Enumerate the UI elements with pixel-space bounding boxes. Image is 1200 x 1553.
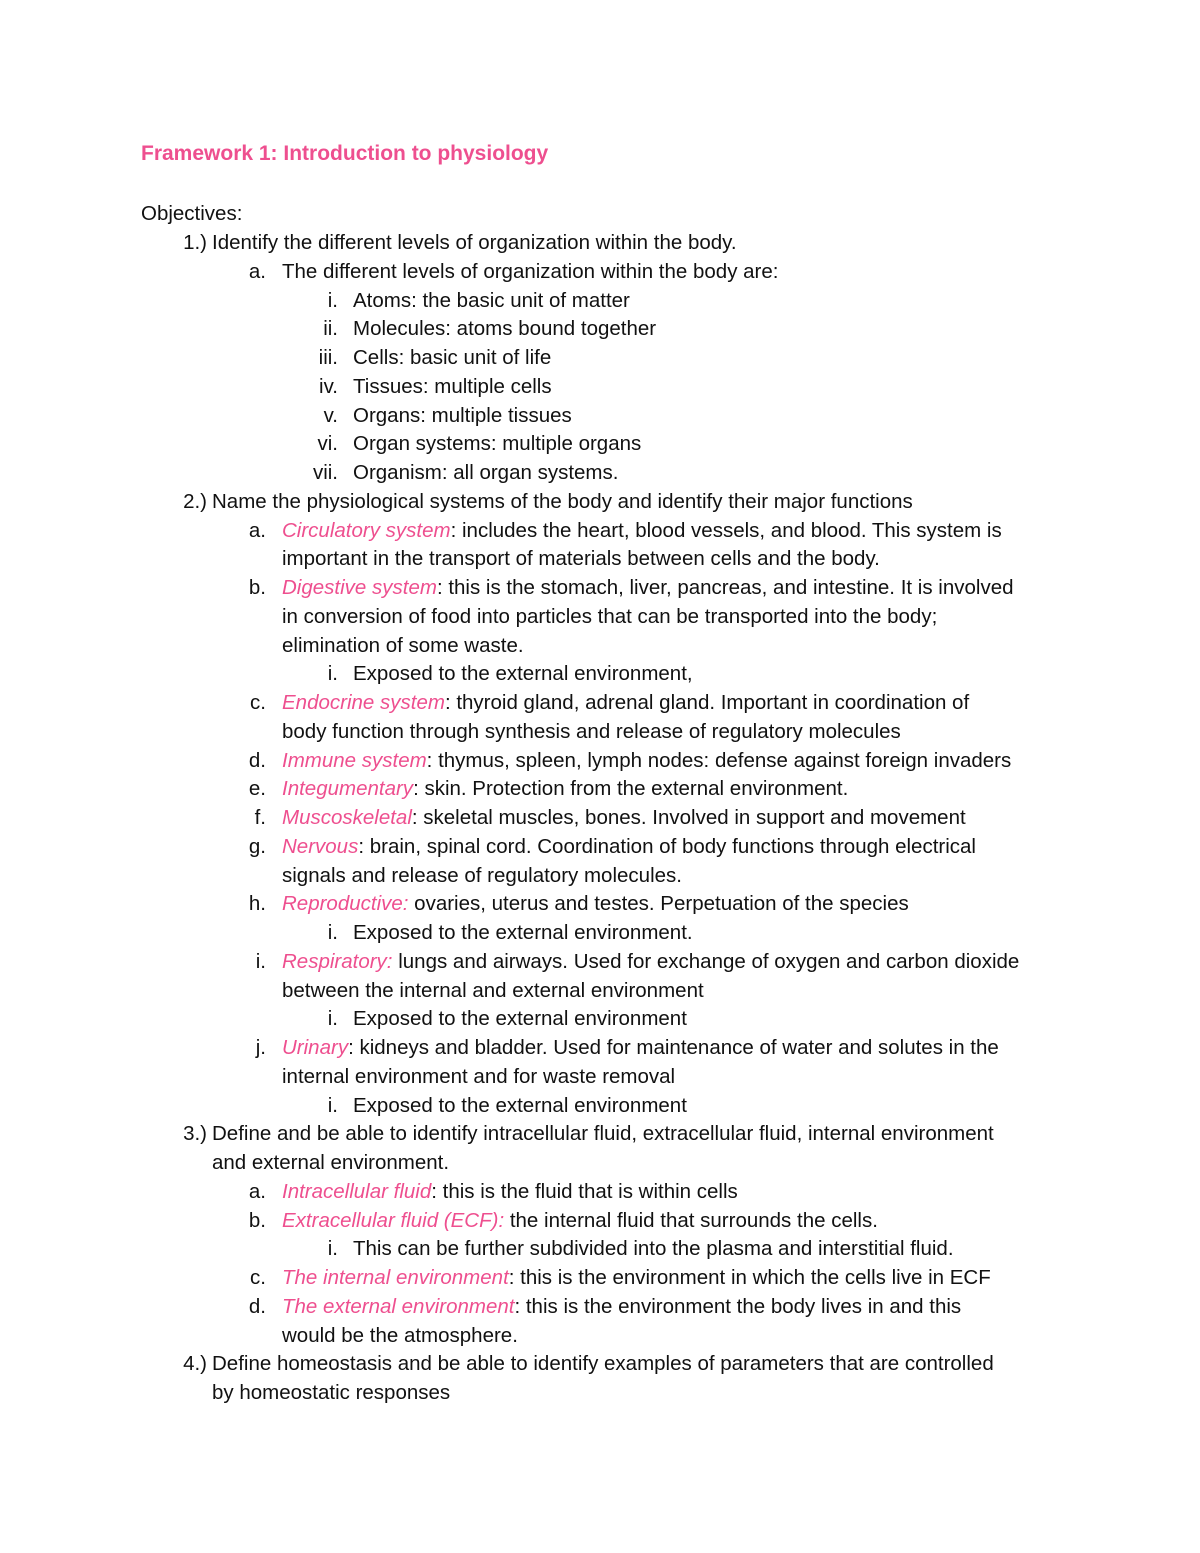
- line-text: : thymus, spleen, lymph nodes: defense against foreign invaders: [426, 748, 1012, 772]
- term-highlight: Intracellular fluid: [282, 1179, 432, 1203]
- list-item-line: [212, 1379, 450, 1408]
- line-text: Exposed to the external environment,: [353, 662, 693, 686]
- list-item-line: [282, 1178, 738, 1207]
- list-marker: iv.: [319, 374, 338, 398]
- line-text: Cells: basic unit of life: [353, 346, 552, 369]
- line-text: lungs and airways. Used for exchange of oxygen and carbon dioxide: [392, 949, 1020, 973]
- page-title: Framework 1: Introduction to physiology: [141, 142, 549, 165]
- list-marker: 2.): [183, 489, 207, 513]
- line-text: Organism: all organ systems.: [353, 461, 619, 484]
- line-text: important in the transport of materials between cells and the body.: [282, 547, 880, 571]
- list-marker: ii.: [323, 317, 338, 341]
- list-marker: b.: [248, 576, 266, 599]
- list-item-line: [282, 718, 901, 747]
- list-marker: a.: [248, 518, 266, 542]
- list-item-line: [282, 775, 848, 804]
- term-highlight: Endocrine system: [282, 691, 445, 714]
- line-text: elimination of some waste.: [282, 633, 524, 657]
- line-text: : this is the environment in which the cells live in ECF: [508, 1266, 991, 1289]
- list-item-line: [282, 517, 1002, 546]
- list-item-line: [282, 1063, 675, 1092]
- line-text: Atoms: the basic unit of matter: [353, 288, 630, 312]
- list-item-line: [282, 747, 1011, 776]
- term-highlight: Nervous: [282, 834, 359, 858]
- list-item-line: [212, 488, 913, 517]
- list-item-line: [353, 660, 693, 689]
- line-text: ovaries, uterus and testes. Perpetuation of the species: [408, 892, 909, 916]
- line-text: and external environment.: [212, 1151, 450, 1174]
- list-marker: vii.: [312, 461, 338, 484]
- line-text: : this is the stomach, liver, pancreas, and intestine. It is involved: [436, 576, 1014, 599]
- list-item-line: [353, 373, 552, 402]
- line-text: Exposed to the external environment: [353, 1007, 687, 1031]
- list-item-line: [282, 574, 1014, 603]
- term-highlight: Extracellular fluid (ECF):: [282, 1208, 505, 1232]
- list-marker: 3.): [183, 1122, 207, 1146]
- line-text: Name the physiological systems of the body and identify their major functions: [212, 489, 913, 513]
- list-marker: b.: [248, 1208, 266, 1232]
- term-highlight: The external environment: [282, 1294, 515, 1318]
- list-marker: a.: [248, 259, 266, 283]
- list-item-line: [282, 1207, 878, 1236]
- term-highlight: The internal environment: [282, 1266, 509, 1289]
- list-item-line: [212, 229, 737, 258]
- list-marker: h.: [248, 892, 266, 916]
- line-text: Organ systems: multiple organs: [353, 432, 642, 456]
- list-item-line: [282, 1322, 518, 1351]
- line-text: Exposed to the external environment.: [353, 921, 693, 944]
- list-marker: f.: [254, 806, 266, 829]
- list-marker: 1.): [183, 231, 207, 254]
- line-text: body function through synthesis and release of regulatory molecules: [282, 719, 901, 743]
- line-text: : this is the fluid that is within cells: [431, 1179, 738, 1203]
- term-highlight: Muscoskeletal: [282, 806, 412, 829]
- list-item-line: [282, 977, 704, 1006]
- list-item-line: [282, 258, 778, 287]
- line-text: Tissues: multiple cells: [353, 374, 552, 398]
- list-item-line: [353, 1005, 687, 1034]
- list-marker: i.: [327, 921, 338, 944]
- list-item-line: [282, 948, 1019, 977]
- list-item-line: [282, 804, 966, 833]
- line-text: : brain, spinal cord. Coordination of body functions through electrical: [358, 834, 976, 858]
- line-text: Define and be able to identify intracellular fluid, extracellular fluid, internal environment: [212, 1122, 994, 1146]
- line-text: Organs: multiple tissues: [353, 403, 572, 427]
- list-item-line: [353, 315, 656, 344]
- list-marker: d.: [248, 748, 266, 772]
- list-marker: g.: [248, 834, 266, 858]
- line-text: internal environment and for waste removal: [282, 1064, 676, 1088]
- list-marker: e.: [248, 777, 266, 801]
- term-highlight: Urinary: [282, 1036, 349, 1059]
- list-item-line: [353, 287, 630, 316]
- list-item-line: [353, 430, 641, 459]
- list-item-line: [282, 689, 969, 718]
- term-highlight: Immune system: [282, 748, 427, 772]
- list-item-line: [353, 919, 693, 948]
- list-item-line: [212, 1149, 449, 1178]
- list-item-line: [282, 545, 880, 574]
- list-item-line: [282, 603, 937, 632]
- list-item-line: [282, 1034, 999, 1063]
- objectives-label: Objectives:: [141, 202, 243, 225]
- line-text: signals and release of regulatory molecules.: [282, 863, 682, 887]
- list-item-line: [212, 1120, 994, 1149]
- line-text: : this is the environment the body lives in and this: [514, 1294, 962, 1318]
- list-marker: 4.): [183, 1352, 207, 1376]
- list-item-line: [353, 1092, 687, 1121]
- line-text: Identify the different levels of organization within the body.: [212, 231, 737, 254]
- list-marker: j.: [255, 1036, 266, 1059]
- list-marker: vi.: [317, 432, 338, 456]
- list-marker: i.: [327, 1007, 338, 1031]
- line-text: : includes the heart, blood vessels, and blood. This system is: [450, 518, 1002, 542]
- list-marker: i.: [255, 949, 266, 973]
- line-text: This can be further subdivided into the plasma and interstitial fluid.: [353, 1237, 954, 1261]
- line-text: by homeostatic responses: [212, 1381, 451, 1404]
- line-text: would be the atmosphere.: [282, 1323, 518, 1347]
- list-marker: a.: [248, 1179, 266, 1203]
- line-text: Define homeostasis and be able to identify examples of parameters that are controlled: [212, 1352, 994, 1376]
- term-highlight: Circulatory system: [282, 518, 451, 542]
- list-item-line: [353, 344, 551, 373]
- list-marker: c.: [250, 691, 266, 714]
- list-item-line: [282, 1293, 961, 1322]
- line-text: the internal fluid that surrounds the cells.: [504, 1208, 878, 1232]
- line-text: in conversion of food into particles that can be transported into the body;: [282, 604, 938, 628]
- line-text: : kidneys and bladder. Used for maintenance of water and solutes in the: [348, 1036, 999, 1059]
- list-item-line: [212, 1350, 994, 1379]
- line-text: Exposed to the external environment: [353, 1093, 687, 1117]
- list-item-line: [282, 890, 909, 919]
- list-marker: d.: [248, 1294, 266, 1318]
- list-item-line: [282, 862, 682, 891]
- term-highlight: Digestive system: [282, 576, 437, 599]
- line-text: The different levels of organization within the body are:: [282, 259, 779, 283]
- list-marker: i.: [327, 1093, 338, 1117]
- list-item-line: [282, 833, 976, 862]
- list-marker: iii.: [318, 346, 338, 369]
- line-text: between the internal and external environment: [282, 978, 704, 1002]
- list-item-line: [353, 402, 572, 431]
- list-marker: c.: [250, 1266, 266, 1289]
- list-marker: i.: [327, 662, 338, 686]
- list-item-line: [282, 632, 524, 661]
- list-item-line: [282, 1264, 991, 1293]
- line-text: : thyroid gland, adrenal gland. Important in coordination of: [444, 691, 970, 714]
- term-highlight: Integumentary: [282, 777, 414, 801]
- line-text: : skin. Protection from the external environment.: [413, 777, 849, 801]
- term-highlight: Reproductive:: [282, 892, 409, 916]
- term-highlight: Respiratory:: [282, 949, 393, 973]
- line-text: : skeletal muscles, bones. Involved in support and movement: [411, 806, 966, 829]
- list-item-line: [353, 459, 618, 488]
- list-marker: i.: [327, 1237, 338, 1261]
- line-text: Molecules: atoms bound together: [353, 317, 657, 341]
- list-item-line: [353, 1235, 954, 1264]
- list-marker: i.: [327, 288, 338, 312]
- list-marker: v.: [323, 403, 338, 427]
